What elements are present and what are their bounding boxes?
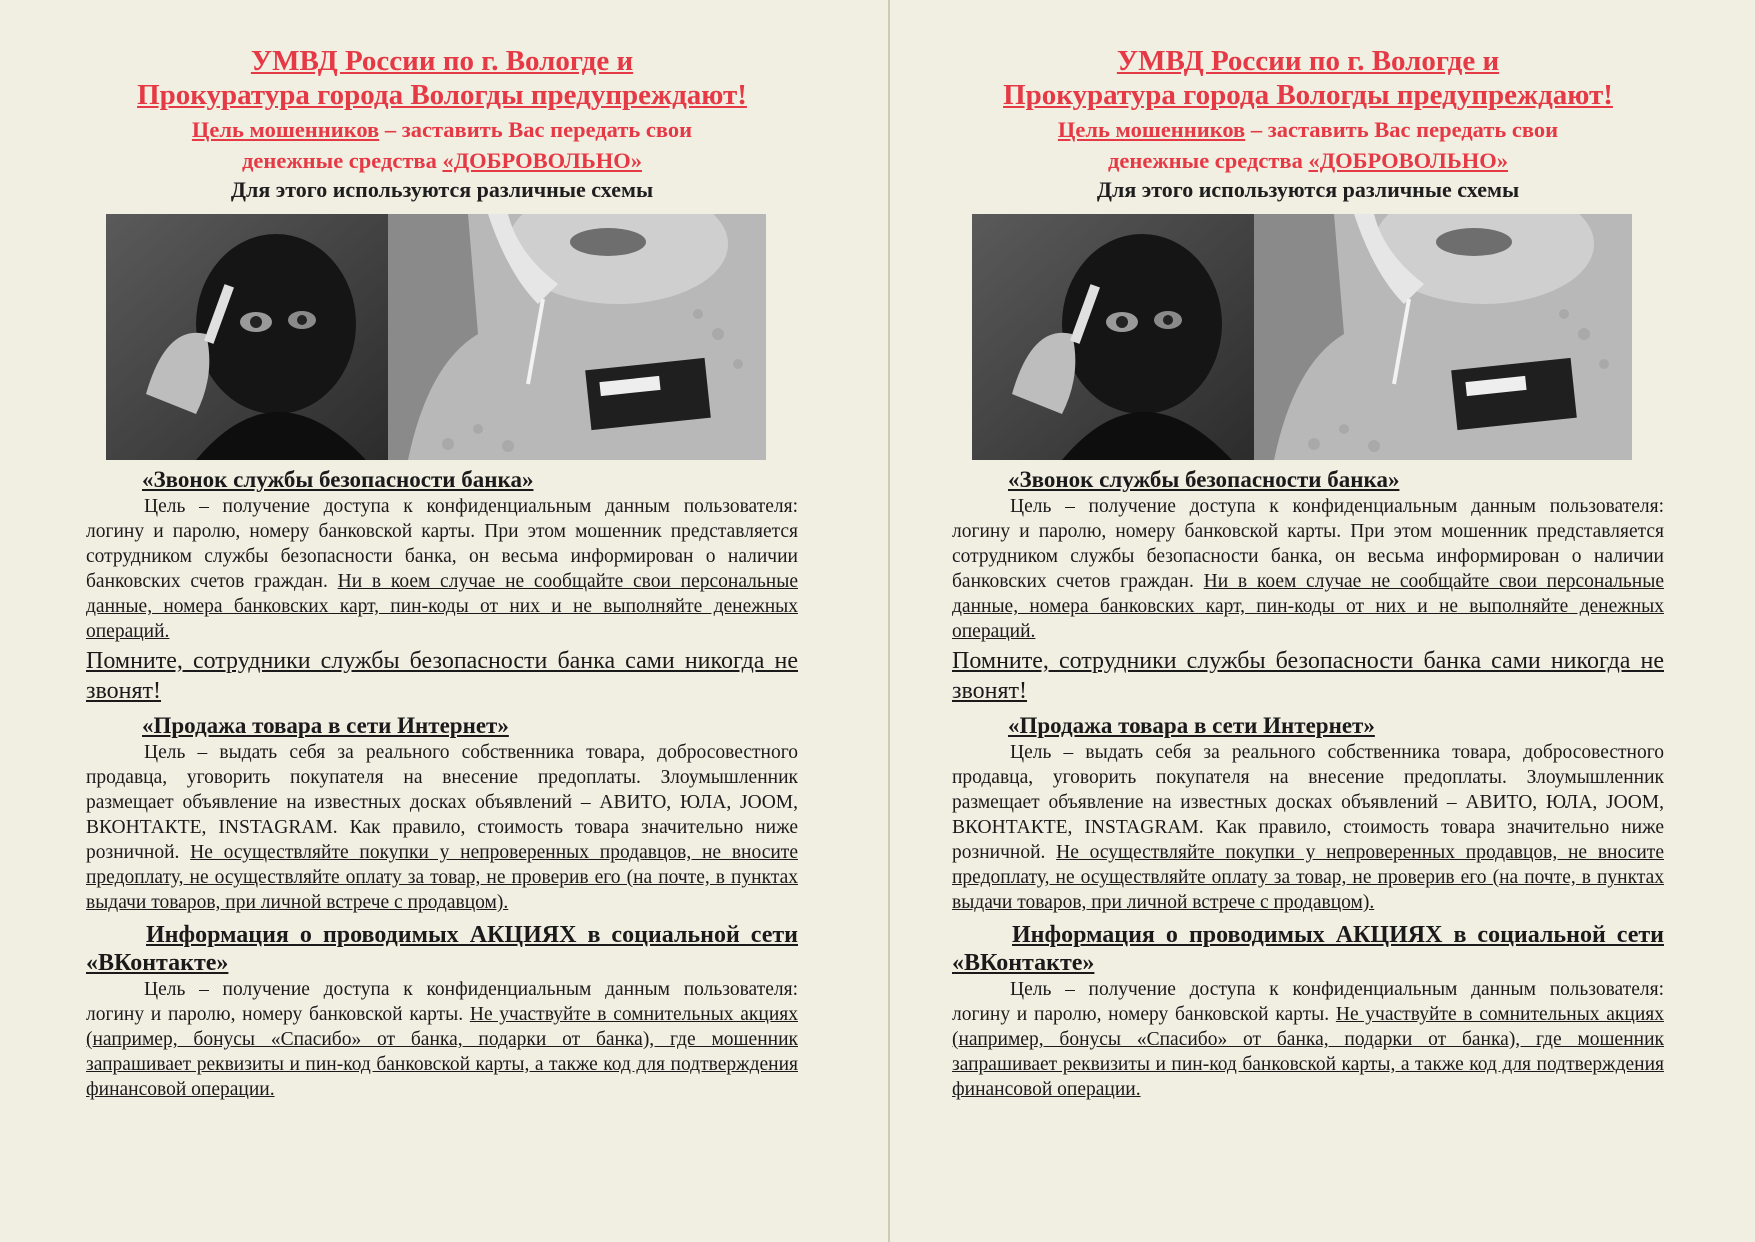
section-internet-sale-body xyxy=(952,740,1664,915)
section-bank-call xyxy=(952,466,1664,706)
section-bank-call-title: «Звонок службы безопасности банка» xyxy=(142,467,534,492)
section-bank-call-body xyxy=(86,494,798,644)
masked-fraudster-photo-icon xyxy=(106,214,388,460)
section-vk-promo-title: Информация о проводимых АКЦИЯХ в социальной сети «ВКонтакте» xyxy=(86,922,798,976)
section-vk-promo-warning: Не участвуйте в сомнительных акциях (например, бонусы «Спасибо» от банка, подарки от банка), где мошенник запрашивает реквизиты и пин-код банковской карты, а также код для подтверждения финансовой операции. xyxy=(86,1004,798,1100)
leaflet-page-right xyxy=(888,0,1755,1242)
section-vk-promo-title: Информация о проводимых АКЦИЯХ в социальной сети «ВКонтакте» xyxy=(952,922,1664,976)
leaflet-content xyxy=(86,44,798,1102)
goal-line2-prefix: денежные средства xyxy=(1108,148,1309,173)
leaflet-title-line2: Прокуратура города Вологды предупреждают! xyxy=(1003,79,1613,111)
section-bank-call-plain: Цель – получение доступа к конфиденциальным данным пользователя: логину и паролю, номеру банковской карты. При этом мошенник представляется сотрудником службы безопасности банка, он весьма информирован о наличии банковских счетов граждан. xyxy=(952,496,1664,592)
goal-rest: – заставить Вас передать свои xyxy=(1245,117,1559,142)
section-vk-promo xyxy=(952,921,1664,1102)
section-bank-call-body xyxy=(952,494,1664,644)
schemes-subtitle: Для этого используются различные схемы xyxy=(1096,177,1520,202)
section-vk-promo-plain: Цель – получение доступа к конфиденциальным данным пользователя: логину и паролю, номеру банковской карты. xyxy=(86,979,798,1025)
section-bank-call-warning: Ни в коем случае не сообщайте свои персональные данные, номера банковских карт, пин-коды от них и не выполняйте денежных операций. xyxy=(952,571,1664,642)
goal-line2 xyxy=(86,145,798,176)
fraud-photo xyxy=(106,214,766,460)
section-bank-call-reminder: Помните, сотрудники службы безопасности банка сами никогда не звонят! xyxy=(86,648,798,704)
section-internet-sale-title: «Продажа товара в сети Интернет» xyxy=(142,713,509,738)
goal-underlined: Цель мошенников xyxy=(191,117,380,142)
fraud-photo xyxy=(972,214,1632,460)
leaflet-title-line1: УМВД России по г. Вологде и xyxy=(250,45,634,77)
goal-line2 xyxy=(952,145,1664,176)
section-bank-call-warning: Ни в коем случае не сообщайте свои персональные данные, номера банковских карт, пин-коды от них и не выполняйте денежных операций. xyxy=(86,571,798,642)
section-vk-promo-body xyxy=(952,977,1664,1102)
leaflet-title-line1: УМВД России по г. Вологде и xyxy=(1116,45,1500,77)
section-bank-call-reminder: Помните, сотрудники службы безопасности банка сами никогда не звонят! xyxy=(952,648,1664,704)
section-bank-call-title: «Звонок службы безопасности банка» xyxy=(1008,467,1400,492)
section-bank-call-plain: Цель – получение доступа к конфиденциальным данным пользователя: логину и паролю, номеру банковской карты. При этом мошенник представляется сотрудником службы безопасности банка, он весьма информирован о наличии банковских счетов граждан. xyxy=(86,496,798,592)
goal-line2-prefix: денежные средства xyxy=(242,148,443,173)
masked-fraudster-photo-icon xyxy=(972,214,1254,460)
goal-rest: – заставить Вас передать свои xyxy=(379,117,693,142)
section-vk-promo-warning: Не участвуйте в сомнительных акциях (например, бонусы «Спасибо» от банка, подарки от банка), где мошенник запрашивает реквизиты и пин-код банковской карты, а также код для подтверждения финансовой операции. xyxy=(952,1004,1664,1100)
leaflet-title-line2: Прокуратура города Вологды предупреждают! xyxy=(137,79,747,111)
leaflet-content xyxy=(952,44,1664,1102)
goal-line xyxy=(952,114,1664,145)
section-internet-sale-body xyxy=(86,740,798,915)
section-internet-sale-warning: Не осуществляйте покупки у непроверенных продавцов, не вносите предоплату, не осуществляйте оплату за товар, не проверив его (на почте, в пунктах выдачи товаров, при личной встрече с продавцом). xyxy=(952,842,1664,913)
section-internet-sale xyxy=(952,712,1664,915)
section-vk-promo xyxy=(86,921,798,1102)
section-internet-sale-plain: Цель – выдать себя за реального собственника товара, добросовестного продавца, уговорить покупателя на внесение предоплаты. Злоумышленник размещает объявление на известных досках объявлений – АВИТО, ЮЛА, JOOM, ВКОНТАКТЕ, INSTAGRAM. Как правило, стоимость товара значительно ниже розничной. xyxy=(952,742,1664,863)
goal-line2-underlined: «ДОБРОВОЛЬНО» xyxy=(1308,148,1508,173)
section-internet-sale-warning: Не осуществляйте покупки у непроверенных продавцов, не вносите предоплату, не осуществляйте оплату за товар, не проверив его (на почте, в пунктах выдачи товаров, при личной встрече с продавцом). xyxy=(86,842,798,913)
section-internet-sale-title: «Продажа товара в сети Интернет» xyxy=(1008,713,1375,738)
elderly-woman-phone-photo-icon xyxy=(1254,214,1632,460)
goal-underlined: Цель мошенников xyxy=(1057,117,1246,142)
section-vk-promo-body xyxy=(86,977,798,1102)
schemes-subtitle: Для этого используются различные схемы xyxy=(230,177,654,202)
section-internet-sale-plain: Цель – выдать себя за реального собственника товара, добросовестного продавца, уговорить покупателя на внесение предоплаты. Злоумышленник размещает объявление на известных досках объявлений – АВИТО, ЮЛА, JOOM, ВКОНТАКТЕ, INSTAGRAM. Как правило, стоимость товара значительно ниже розничной. xyxy=(86,742,798,863)
goal-line xyxy=(86,114,798,145)
goal-line2-underlined: «ДОБРОВОЛЬНО» xyxy=(442,148,642,173)
section-vk-promo-plain: Цель – получение доступа к конфиденциальным данным пользователя: логину и паролю, номеру банковской карты. xyxy=(952,979,1664,1025)
section-internet-sale xyxy=(86,712,798,915)
elderly-woman-phone-photo-icon xyxy=(388,214,766,460)
section-bank-call xyxy=(86,466,798,706)
